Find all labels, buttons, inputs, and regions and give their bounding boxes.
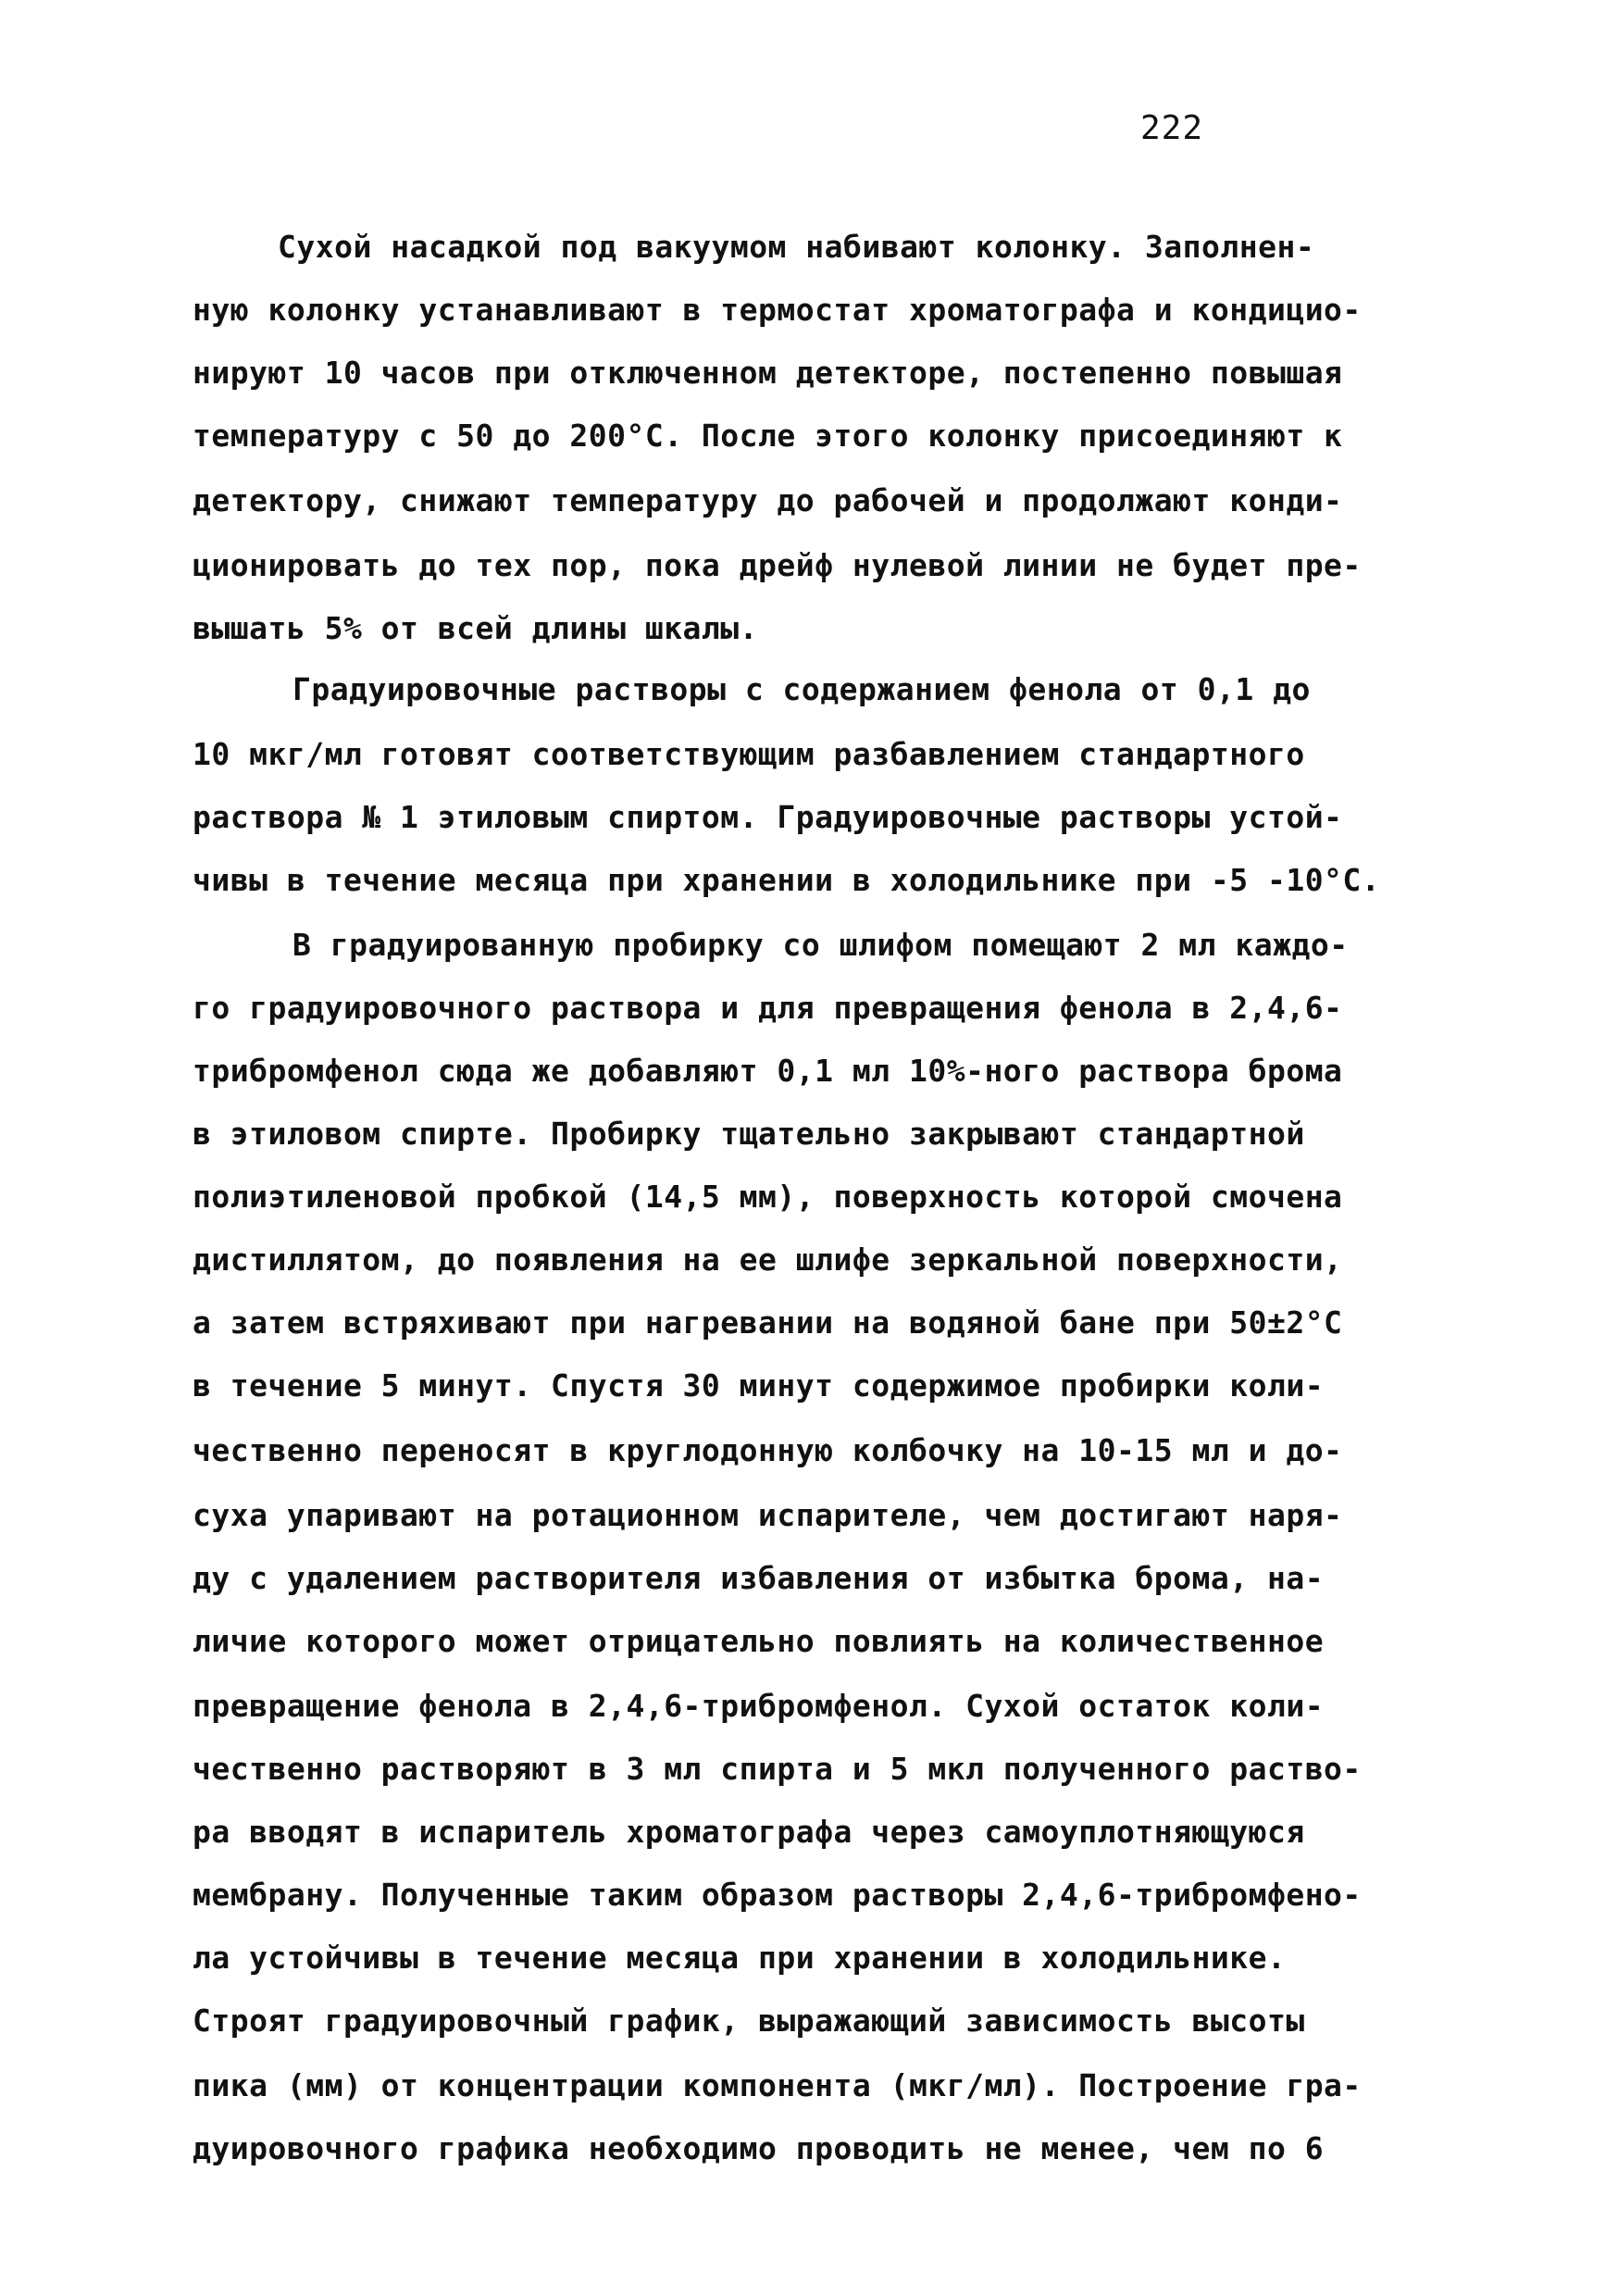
text-line: ную колонку устанавливают в термостат хроматографа и кондицио- — [193, 292, 1362, 328]
text-line: личие которого может отрицательно повлиять на количественное — [193, 1623, 1325, 1659]
text-line: ционировать до тех пор, пока дрейф нулевой линии не будет пре- — [193, 547, 1362, 583]
text-line: превращение фенола в 2,4,6-трибромфенол. Сухой остаток коли- — [193, 1688, 1325, 1724]
text-line: детектору, снижают температуру до рабочей и продолжают конди- — [193, 482, 1343, 518]
text-line: чивы в течение месяца при хранении в холодильнике при -5 -10°С. — [193, 862, 1381, 898]
text-line: дистиллятом, до появления на ее шлифе зеркальной поверхности, — [193, 1242, 1343, 1278]
text-line: ду с удалением растворителя избавления от избытка брома, на- — [193, 1560, 1325, 1596]
text-line: ра вводят в испаритель хроматографа через самоуплотняющуюся — [193, 1814, 1305, 1850]
text-line: пика (мм) от концентрации компонента (мкг/мл). Построение гра- — [193, 2067, 1362, 2103]
text-line: вышать 5% от всей длины шкалы. — [193, 610, 759, 646]
text-line: мембрану. Полученные таким образом растворы 2,4,6-трибромфено- — [193, 1877, 1362, 1913]
text-line: Строят градуировочный график, выражающий зависимость высоты — [193, 2003, 1305, 2039]
text-line: го градуировочного раствора и для превращения фенола в 2,4,6- — [193, 990, 1343, 1026]
text-line: В градуированную пробирку со шлифом помещают 2 мл каждо- — [292, 927, 1349, 963]
text-line: в этиловом спирте. Пробирку тщательно закрывают стандартной — [193, 1116, 1305, 1152]
text-line: трибромфенол сюда же добавляют 0,1 мл 10%-ного раствора брома — [193, 1053, 1343, 1089]
text-line: температуру с 50 до 200°С. После этого колонку присоединяют к — [193, 418, 1343, 454]
text-line: полиэтиленовой пробкой (14,5 мм), поверхность которой смочена — [193, 1179, 1343, 1215]
text-line: 10 мкг/мл готовят соответствующим разбавлением стандартного — [193, 736, 1305, 772]
text-line: Градуировочные растворы с содержанием фенола от 0,1 до — [292, 671, 1311, 707]
text-line: чественно растворяют в 3 мл спирта и 5 мкл полученного раство- — [193, 1751, 1362, 1787]
page-number: 222 — [1140, 109, 1204, 147]
text-line: Сухой насадкой под вакуумом набивают колонку. Заполнен- — [278, 229, 1315, 265]
text-line: раствора № 1 этиловым спиртом. Градуировочные растворы устой- — [193, 799, 1343, 835]
text-line: в течение 5 минут. Спустя 30 минут содержимое пробирки коли- — [193, 1367, 1325, 1404]
text-line: дуировочного графика необходимо проводить не менее, чем по 6 — [193, 2130, 1325, 2166]
text-line: а затем встряхивают при нагревании на водяной бане при 50±2°С — [193, 1304, 1343, 1341]
text-line: ла устойчивы в течение месяца при хранении в холодильнике. — [193, 1940, 1287, 1976]
text-line: суха упаривают на ротационном испарителе, чем достигают наря- — [193, 1497, 1343, 1533]
text-line: чественно переносят в круглодонную колбочку на 10-15 мл и до- — [193, 1432, 1343, 1468]
text-line: нируют 10 часов при отключенном детекторе, постепенно повышая — [193, 355, 1343, 391]
